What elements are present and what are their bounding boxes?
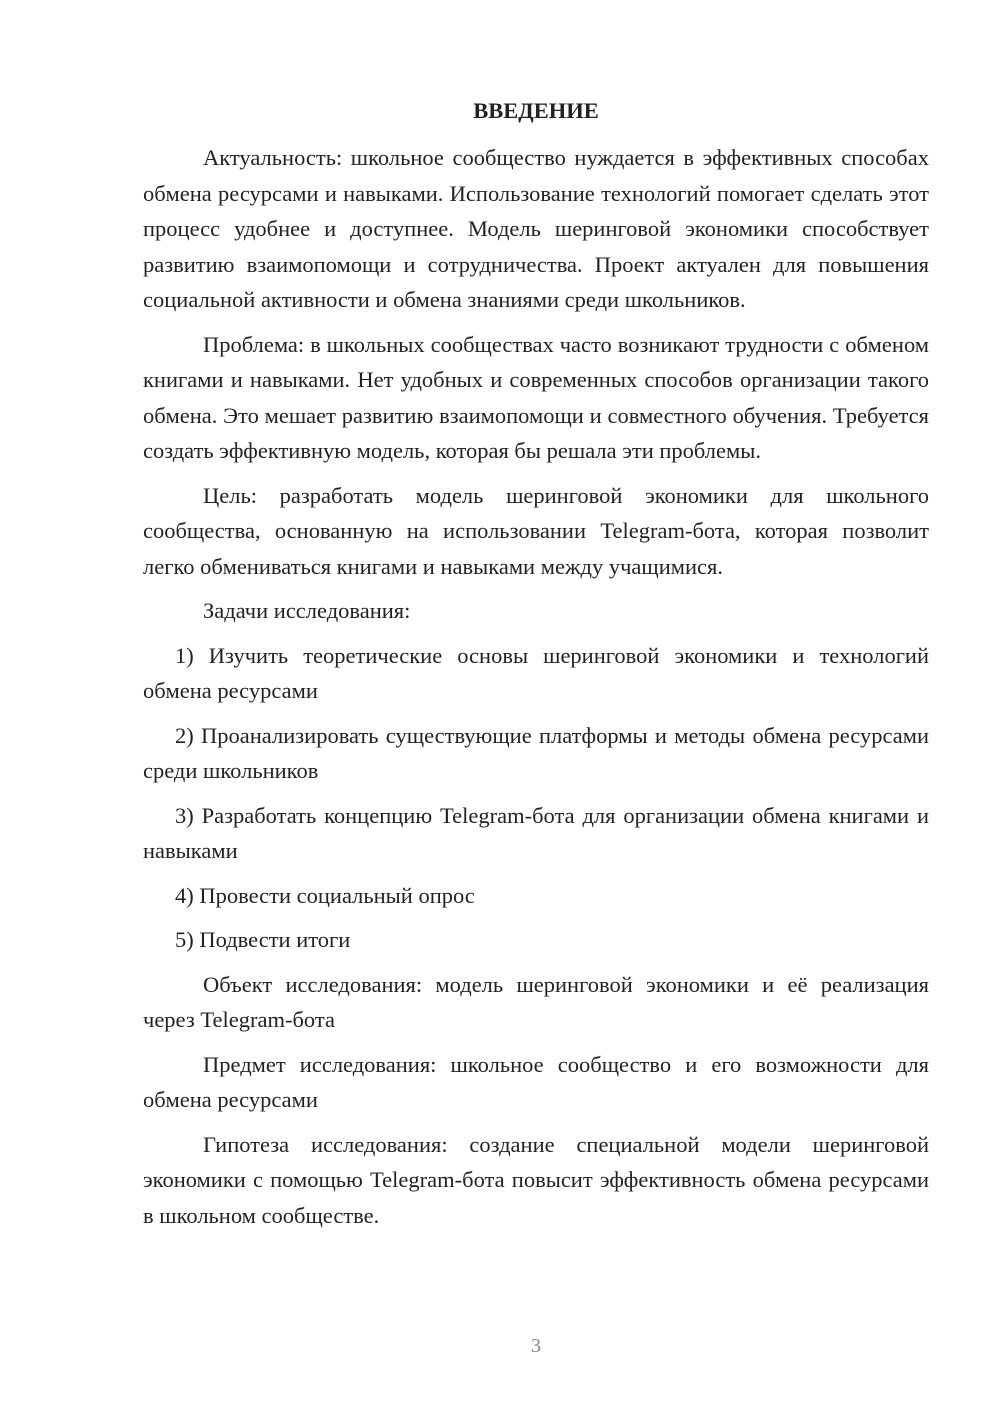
- tasks-heading: Задачи исследования:: [203, 598, 411, 623]
- page-number: 3: [531, 1335, 541, 1357]
- task-item: 1) Изучить теоретические основы шеринговой экономики и технологий обмена ресурсами: [143, 642, 929, 703]
- page-title: ВВЕДЕНИЕ: [473, 98, 599, 123]
- task-item: 3) Разработать концепцию Telegram-бота для организации обмена книгами и навыками: [143, 802, 929, 863]
- paragraph-problem: Проблема: в школьных сообществах часто возникают трудности с обменом книгами и навыками. Нет удобных и современных способов организации такого обмена. Это мешает развитию взаимопомощи и совместного обучения. Требуется создать эффективную модель, которая бы решала эти проблемы.: [143, 331, 929, 463]
- paragraph-goal: Цель: разработать модель шеринговой экономики для школьного сообщества, основанную на использовании Telegram-бота, которая позволит легко обмениваться книгами и навыками между учащимися.: [143, 482, 929, 579]
- paragraph-relevance: Актуальность: школьное сообщество нуждается в эффективных способах обмена ресурсами и навыками. Использование технологий помогает сделать этот процесс удобнее и доступнее. Модель шеринговой экономики способствует развитию взаимопомощи и сотрудничества. Проект актуален для повышения социальной активности и обмена знаниями среди школьников.: [143, 145, 929, 312]
- paragraph-subject: Предмет исследования: школьное сообщество и его возможности для обмена ресурсами: [143, 1051, 929, 1112]
- task-item: 5) Подвести итоги: [175, 927, 351, 952]
- page-content: [143, 93, 929, 1242]
- task-item: 2) Проанализировать существующие платформы и методы обмена ресурсами среди школьников: [143, 722, 929, 783]
- paragraph-object: Объект исследования: модель шеринговой экономики и её реализация через Telegram-бота: [143, 971, 929, 1032]
- paragraph-hypothesis: Гипотеза исследования: создание специальной модели шеринговой экономики с помощью Telegram-бота повысит эффективность обмена ресурсами в школьном сообществе.: [143, 1131, 929, 1228]
- task-item: 4) Провести социальный опрос: [175, 882, 475, 908]
